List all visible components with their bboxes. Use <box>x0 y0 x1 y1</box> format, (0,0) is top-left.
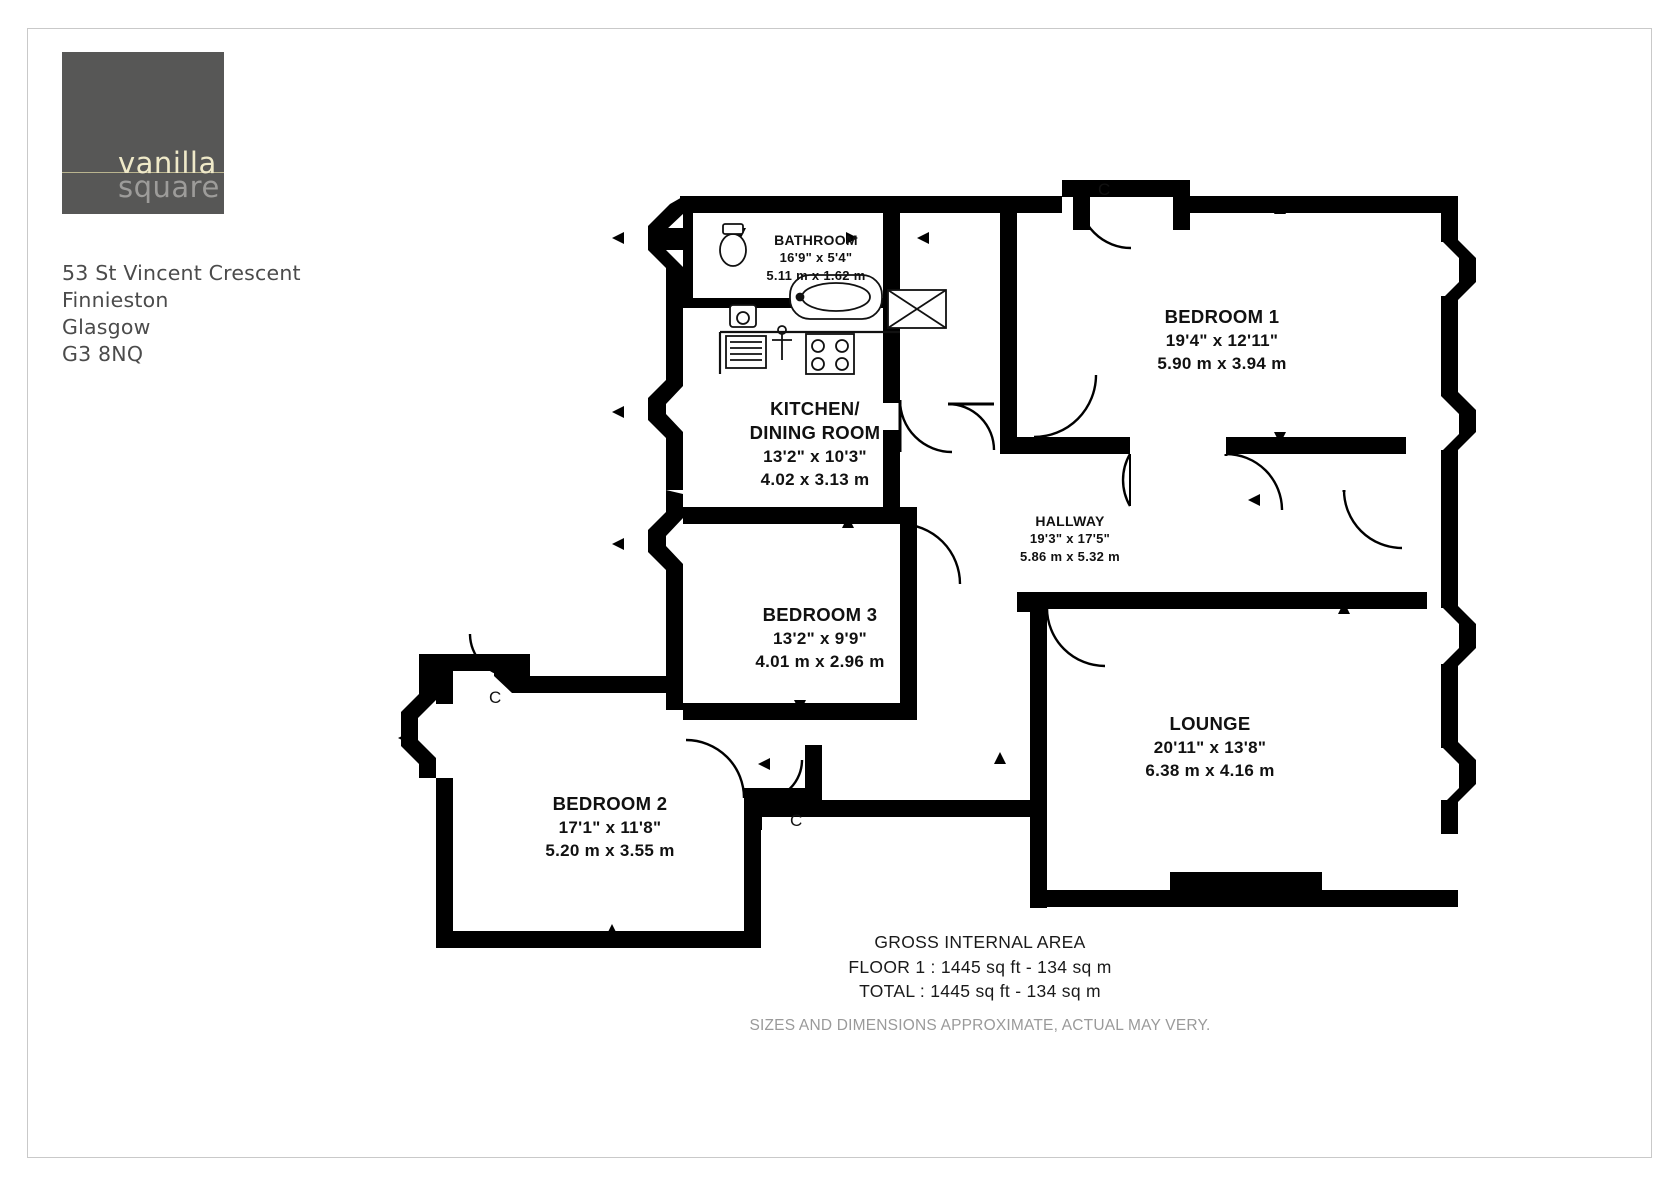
address-line-3: Glasgow <box>62 315 151 339</box>
brand-name-bottom: square <box>118 170 220 204</box>
address-line-2: Finnieston <box>62 288 169 312</box>
kitchen-fixtures <box>720 326 900 374</box>
cupboard-label-hall: C <box>790 811 803 830</box>
cupboard-label-bedroom2: C <box>489 688 502 707</box>
address-line-1: 53 St Vincent Crescent <box>62 261 301 285</box>
room-label-kitchen-dining: KITCHEN/ DINING ROOM 13'2" x 10'3" 4.02 x 3.13 m <box>749 398 881 489</box>
area-heading: GROSS INTERNAL AREA <box>874 932 1086 952</box>
room-label-bedroom-3: BEDROOM 3 13'2" x 9'9" 4.01 m x 2.96 m <box>755 604 885 671</box>
room-label-bathroom: BATHROOM 16'9" x 5'4" 5.11 m x 1.62 m <box>766 232 866 283</box>
cupboard-label-bedroom1: C <box>1098 180 1111 199</box>
room-label-bedroom-1: BEDROOM 1 19'4" x 12'11" 5.90 m x 3.94 m <box>1157 306 1287 373</box>
area-summary <box>660 930 1300 1038</box>
area-total: TOTAL : 1445 sq ft - 134 sq m <box>859 981 1101 1001</box>
room-label-bedroom-2: BEDROOM 2 17'1" x 11'8" 5.20 m x 3.55 m <box>545 793 675 860</box>
room-label-hallway: HALLWAY 19'3" x 17'5" 5.86 m x 5.32 m <box>1020 513 1120 564</box>
brand-name-top: vanilla <box>118 146 217 180</box>
area-disclaimer: SIZES AND DIMENSIONS APPROXIMATE, ACTUAL MAY VERY. <box>749 1016 1211 1034</box>
address-line-4: G3 8NQ <box>62 342 144 366</box>
room-label-lounge: LOUNGE 20'11" x 13'8" 6.38 m x 4.16 m <box>1145 713 1275 780</box>
area-floor1: FLOOR 1 : 1445 sq ft - 134 sq m <box>848 956 1112 977</box>
sink-icon <box>726 336 766 368</box>
door-swings <box>470 196 1402 800</box>
